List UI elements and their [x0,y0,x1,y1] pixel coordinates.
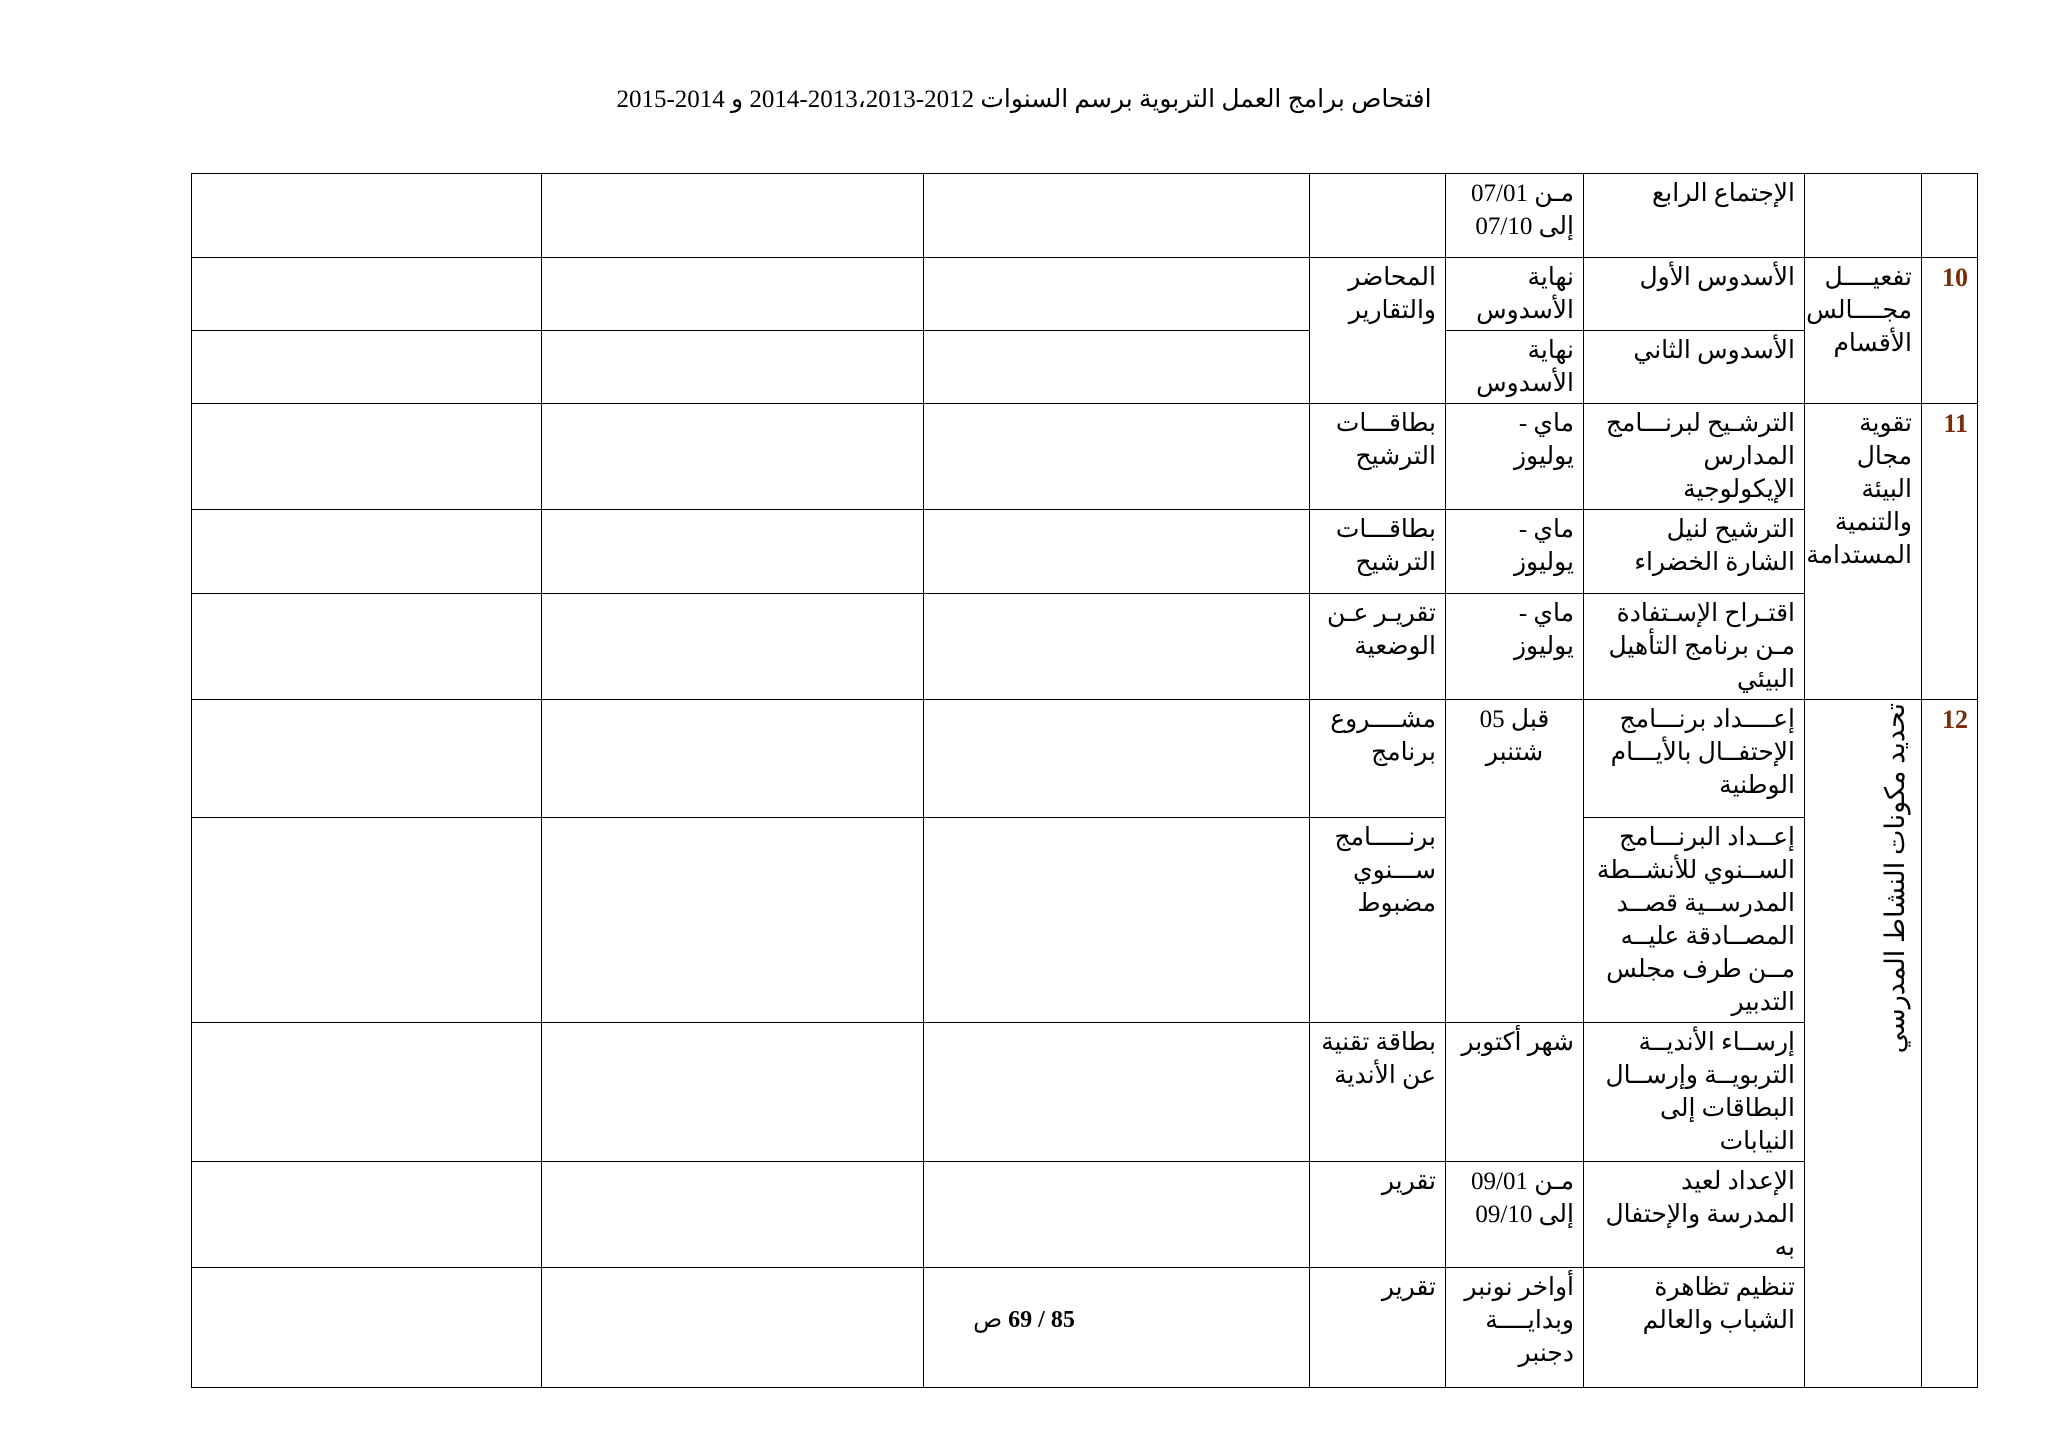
empty-cell [542,258,924,331]
number-cell [1922,174,1978,258]
axis-cell [1805,700,1922,1388]
table-row [192,1162,1978,1268]
date-cell: ماي - يوليوز [1446,510,1584,594]
empty-cell [192,404,542,510]
empty-cell [192,1162,542,1268]
axis-vertical-label: تحديد مكونات النشاط المدرسي [1880,703,1910,1054]
empty-cell [192,258,542,331]
table-row [192,700,1978,818]
row-number: 10 [1922,258,1978,404]
output-cell: تقرير [1310,1162,1446,1268]
empty-cell [924,404,1310,510]
date-cell: نهاية الأسدوس [1446,258,1584,331]
table-row [192,1023,1978,1162]
date-cell: مـن 07/01 إلى 07/10 [1446,174,1584,258]
empty-cell [192,174,542,258]
activity-cell: إعــداد البرنـــامج الســنوي للأنشــطة المدرســية قصــد المصــادقة عليــه مــن طرف مجلس التدبير [1584,818,1805,1023]
empty-cell [542,594,924,700]
row-number: 11 [1922,404,1978,700]
table-row [192,331,1978,404]
activity-cell: الترشـيح لبرنـــامج المدارس الإيكولوجية [1584,404,1805,510]
empty-cell [192,818,542,1023]
empty-cell [924,510,1310,594]
page-separator: / [1032,1307,1051,1333]
table-row [192,258,1978,331]
empty-cell [542,1023,924,1162]
axis-cell: تفعيــــل مجــــالس الأقسام [1805,258,1922,404]
page-suffix: ص [973,1307,1009,1333]
output-cell: المحاضر والتقارير [1310,258,1446,404]
date-cell: قبل 05 شتنبر [1446,700,1584,1023]
empty-cell [542,174,924,258]
table-row [192,174,1978,258]
empty-cell [192,1023,542,1162]
output-cell [1310,174,1446,258]
axis-cell [1805,174,1922,258]
empty-cell [542,404,924,510]
empty-cell [192,331,542,404]
output-cell: مشــــروع برنامج [1310,700,1446,818]
empty-cell [924,818,1310,1023]
activity-cell: الأسدوس الثاني [1584,331,1805,404]
empty-cell [542,331,924,404]
output-cell: برنـــــامج ســـنوي مضبوط [1310,818,1446,1023]
empty-cell [924,1023,1310,1162]
page-total: 85 [1050,1307,1075,1333]
page-current: 69 [1008,1307,1033,1333]
activity-cell: تنظيم تظاهرة الشباب والعالم [1584,1268,1805,1388]
table-row [192,510,1978,594]
row-number: 12 [1922,700,1978,1388]
date-cell: أواخر نونبر وبدايــــة دجنبر [1446,1268,1584,1388]
activity-cell: اقتـراح الإسـتفادة مـن برنامج التأهيل البيئي [1584,594,1805,700]
empty-cell [542,700,924,818]
output-cell: بطاقة تقنية عن الأندية [1310,1023,1446,1162]
date-cell: مـن 09/01 إلى 09/10 [1446,1162,1584,1268]
output-cell: تقريـر عـن الوضعية [1310,594,1446,700]
date-cell: شهر أكتوبر [1446,1023,1584,1162]
axis-cell: تقوية مجال البيئة والتنمية المستدامة [1805,404,1922,700]
empty-cell [192,510,542,594]
empty-cell [924,258,1310,331]
empty-cell [542,818,924,1023]
empty-cell [924,174,1310,258]
output-cell: تقرير [1310,1268,1446,1388]
date-cell: ماي - يوليوز [1446,404,1584,510]
output-cell: بطاقـــات الترشيح [1310,510,1446,594]
date-cell: نهاية الأسدوس [1446,331,1584,404]
empty-cell [924,331,1310,404]
empty-cell [924,700,1310,818]
activity-cell: الإعداد لعيد المدرسة والإحتفال به [1584,1162,1805,1268]
empty-cell [924,1162,1310,1268]
empty-cell [542,510,924,594]
activity-cell: الأسدوس الأول [1584,258,1805,331]
table-row [192,404,1978,510]
empty-cell [924,594,1310,700]
page-number [0,1305,2048,1334]
activity-cell: الترشيح لنيل الشارة الخضراء [1584,510,1805,594]
table-row [192,594,1978,700]
program-table [191,173,1978,1388]
page-title: افتحاص برامج العمل التربوية برسم السنوات 2012-2013،2013-2014 و 2014-2015 [616,86,1432,113]
empty-cell [192,594,542,700]
empty-cell [542,1162,924,1268]
empty-cell [192,700,542,818]
output-cell: بطاقـــات الترشيح [1310,404,1446,510]
date-cell: ماي - يوليوز [1446,594,1584,700]
activity-cell: الإجتماع الرابع [1584,174,1805,258]
table-row [192,818,1978,1023]
activity-cell: إعــــداد برنـــامج الإحتفــال بالأيـــام الوطنية [1584,700,1805,818]
activity-cell: إرســاء الأنديــة التربويــة وإرســال البطاقات إلى النيابات [1584,1023,1805,1162]
